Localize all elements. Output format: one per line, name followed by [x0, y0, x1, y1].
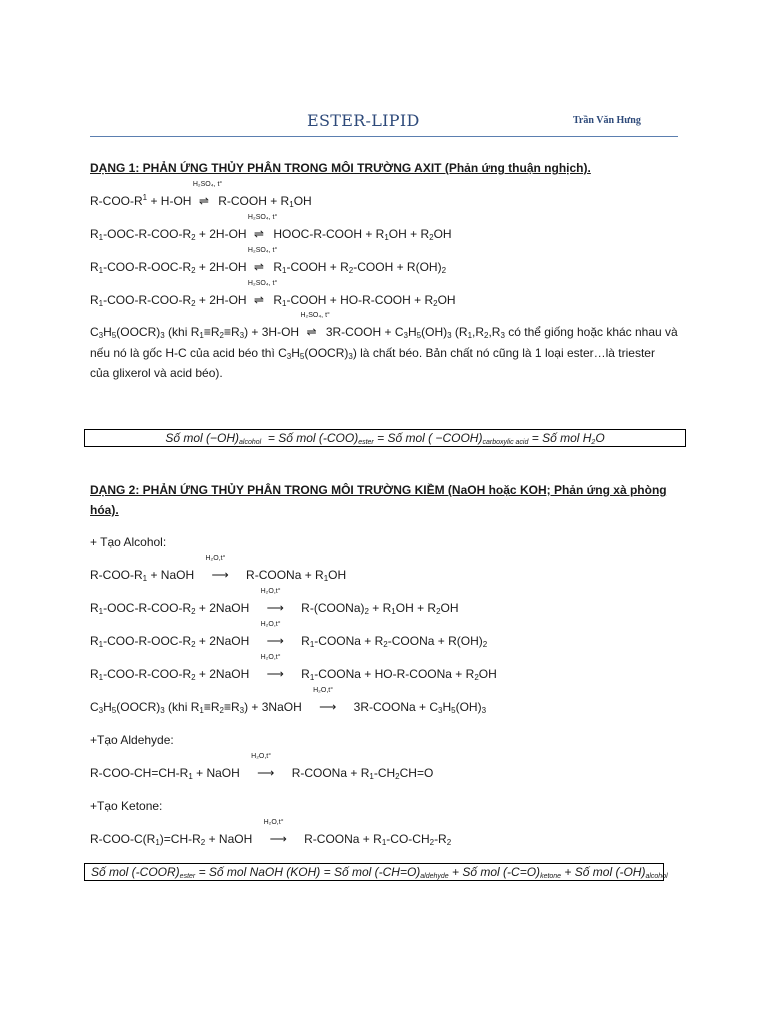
equation-left: $C_3H_5(OOCR)_3$ (khi $R_1\equiv R_2\equiv R_3) + 3H-OH$ — [90, 325, 300, 340]
acid-equation-2 — [90, 214, 452, 242]
equation-left: $R-COO-R^1 + H-OH$ — [90, 193, 192, 208]
reversible-arrow: H₂SO₄, t° ⇌ — [247, 247, 278, 274]
reaction-condition: H₂O,t° — [205, 555, 226, 562]
equation-right: HOOC-R-COOH + $R_1OH + R_2OH$ — [273, 227, 452, 242]
base-equation-2 — [90, 588, 459, 616]
reversible-arrow: H₂SO₄, t° ⇌ — [247, 214, 278, 241]
acid-equation-5 — [90, 312, 678, 340]
subheading-ketone: +Tạo Ketone: — [90, 799, 163, 813]
reaction-arrow: H₂O,t° ⟶ — [251, 753, 275, 780]
equation-right: $R_1$-COONa + $R_2$-COONa + $R(OH)_2$ — [301, 634, 488, 649]
acid-equation-5-note: nếu nó là gốc H-C của acid béo thì $C_3H_5(OOCR)_3$) là chất béo. Bản chất nó cũng là 1 loại ester…là triester — [90, 346, 655, 361]
reversible-arrow: H₂SO₄, t° ⇌ — [300, 312, 330, 339]
equation-left: $R-COO-C(R_1)=CH-R_2$ + NaOH — [90, 832, 253, 847]
base-mole-relation-box: Số mol $(-COOR)_{ester}$ = Số mol NaOH (KOH) = Số mol $(-CH=O)_{aldehyde}$ + Số mol $(-C=O)_{ketone}$ + Số mol $(-OH)_{alcohol}$ — [84, 863, 664, 881]
equation-left: $R-COO-R_1$ + NaOH — [90, 568, 195, 583]
equation-left: $R_1-COO-R-COO-R_2$ + 2NaOH — [90, 667, 250, 682]
reaction-condition: H₂O,t° — [260, 621, 281, 628]
reaction-arrow: H₂O,t° ⟶ — [260, 654, 284, 681]
acid-equation-5-note-end: của glixerol và acid béo). — [90, 366, 223, 380]
reaction-condition: H₂SO₄, t° — [192, 181, 223, 188]
acid-equation-4 — [90, 280, 456, 308]
equation-right: R-COONa + $R_1-CO-CH_2-R_2$ — [304, 832, 452, 847]
reaction-condition: H₂SO₄, t° — [247, 214, 278, 221]
equation-right: R-COONa + $R_1-CH_2CH=O$ — [291, 766, 434, 781]
equation-left: $R_1-COO-R-COO-R_2 + 2H-OH$ — [90, 293, 247, 308]
base-equation-1 — [90, 555, 347, 583]
equation-right: R-COONa + $R_1OH$ — [246, 568, 347, 583]
reaction-condition: H₂SO₄, t° — [247, 280, 278, 287]
reaction-condition: H₂O,t° — [260, 588, 281, 595]
subheading-alcohol: + Tạo Alcohol: — [90, 535, 167, 549]
equation-left: $R_1-COO-R-OOC-R_2 + 2H-OH$ — [90, 260, 247, 275]
equation-left: $R_1-OOC-R-COO-R_2 + 2H-OH$ — [90, 227, 247, 242]
equation-left: $R_1-OOC-R-COO-R_2$ + 2NaOH — [90, 601, 250, 616]
header-divider — [90, 136, 678, 137]
acid-equation-3 — [90, 247, 447, 275]
base-equation-6 — [90, 753, 434, 781]
reaction-condition: H₂O,t° — [313, 687, 334, 694]
base-equation-5 — [90, 687, 487, 715]
section2-heading-cont: hóa). — [90, 503, 119, 517]
reaction-condition: H₂SO₄, t° — [247, 247, 278, 254]
reaction-arrow: H₂O,t° ⟶ — [205, 555, 229, 582]
equation-right: 3R-COOH + $C_3H_5(OH)_3$ ($R_1,R_2,R_3$ có thể giống hoặc khác nhau và — [325, 325, 678, 340]
base-equation-7 — [90, 819, 452, 847]
section2-heading: DẠNG 2: PHẢN ỨNG THỦY PHÂN TRONG MÔI TRƯỜNG KIỀM (NaOH hoặc KOH; Phản ứng xà phòng — [90, 483, 667, 497]
equation-right: $R_1$-COOH + HO-R-COOH + $R_2OH$ — [273, 293, 456, 308]
equation-right: 3R-COONa + $C_3H_5(OH)_3$ — [353, 700, 487, 715]
section1-heading: DẠNG 1: PHẢN ỨNG THỦY PHÂN TRONG MÔI TRƯỜNG AXIT (Phản ứng thuận nghịch). — [90, 161, 591, 175]
document-title: ESTER-LIPID — [307, 111, 420, 130]
equation-left: $R_1-COO-R-OOC-R_2$ + 2NaOH — [90, 634, 250, 649]
equation-right: $R-(COONa)_2 + R_1OH + R_2OH$ — [301, 601, 459, 616]
reaction-condition: H₂O,t° — [263, 819, 284, 826]
author-name: Trần Văn Hưng — [573, 115, 641, 126]
reaction-condition: H₂O,t° — [260, 654, 281, 661]
equation-right: $R_1$-COONa + HO-R-COONa + $R_2OH$ — [301, 667, 497, 682]
reaction-arrow: H₂O,t° ⟶ — [260, 621, 284, 648]
equation-left: $R-COO-CH=CH-R_1$ + NaOH — [90, 766, 240, 781]
acid-mole-relation-box: Số mol $(-OH)_{alcohol}$ = Số mol $(-COO)_{ester}$ = Số mol ( $-COOH)_{carboxylic acid}$ = Số mol $H_2O$ — [84, 429, 686, 447]
reaction-condition: H₂SO₄, t° — [300, 312, 330, 319]
reaction-arrow: H₂O,t° ⟶ — [260, 588, 284, 615]
reversible-arrow: H₂SO₄, t° ⇌ — [247, 280, 278, 307]
base-equation-4 — [90, 654, 497, 682]
reaction-arrow: H₂O,t° ⟶ — [263, 819, 287, 846]
acid-equation-1 — [90, 181, 312, 209]
subheading-aldehyde: +Tạo Aldehyde: — [90, 733, 174, 747]
reversible-arrow: H₂SO₄, t° ⇌ — [192, 181, 223, 208]
equation-left: $C_3H_5(OOCR)_3$ (khi $R_1\equiv R_2\equiv R_3$) + 3NaOH — [90, 700, 302, 715]
base-equation-3 — [90, 621, 488, 649]
equation-right: $R_1$-COOH + $R_2$-COOH + $R(OH)_2$ — [273, 260, 447, 275]
reaction-condition: H₂O,t° — [251, 753, 272, 760]
reaction-arrow: H₂O,t° ⟶ — [313, 687, 337, 714]
equation-right: R-COOH + $R_1OH$ — [218, 194, 312, 209]
